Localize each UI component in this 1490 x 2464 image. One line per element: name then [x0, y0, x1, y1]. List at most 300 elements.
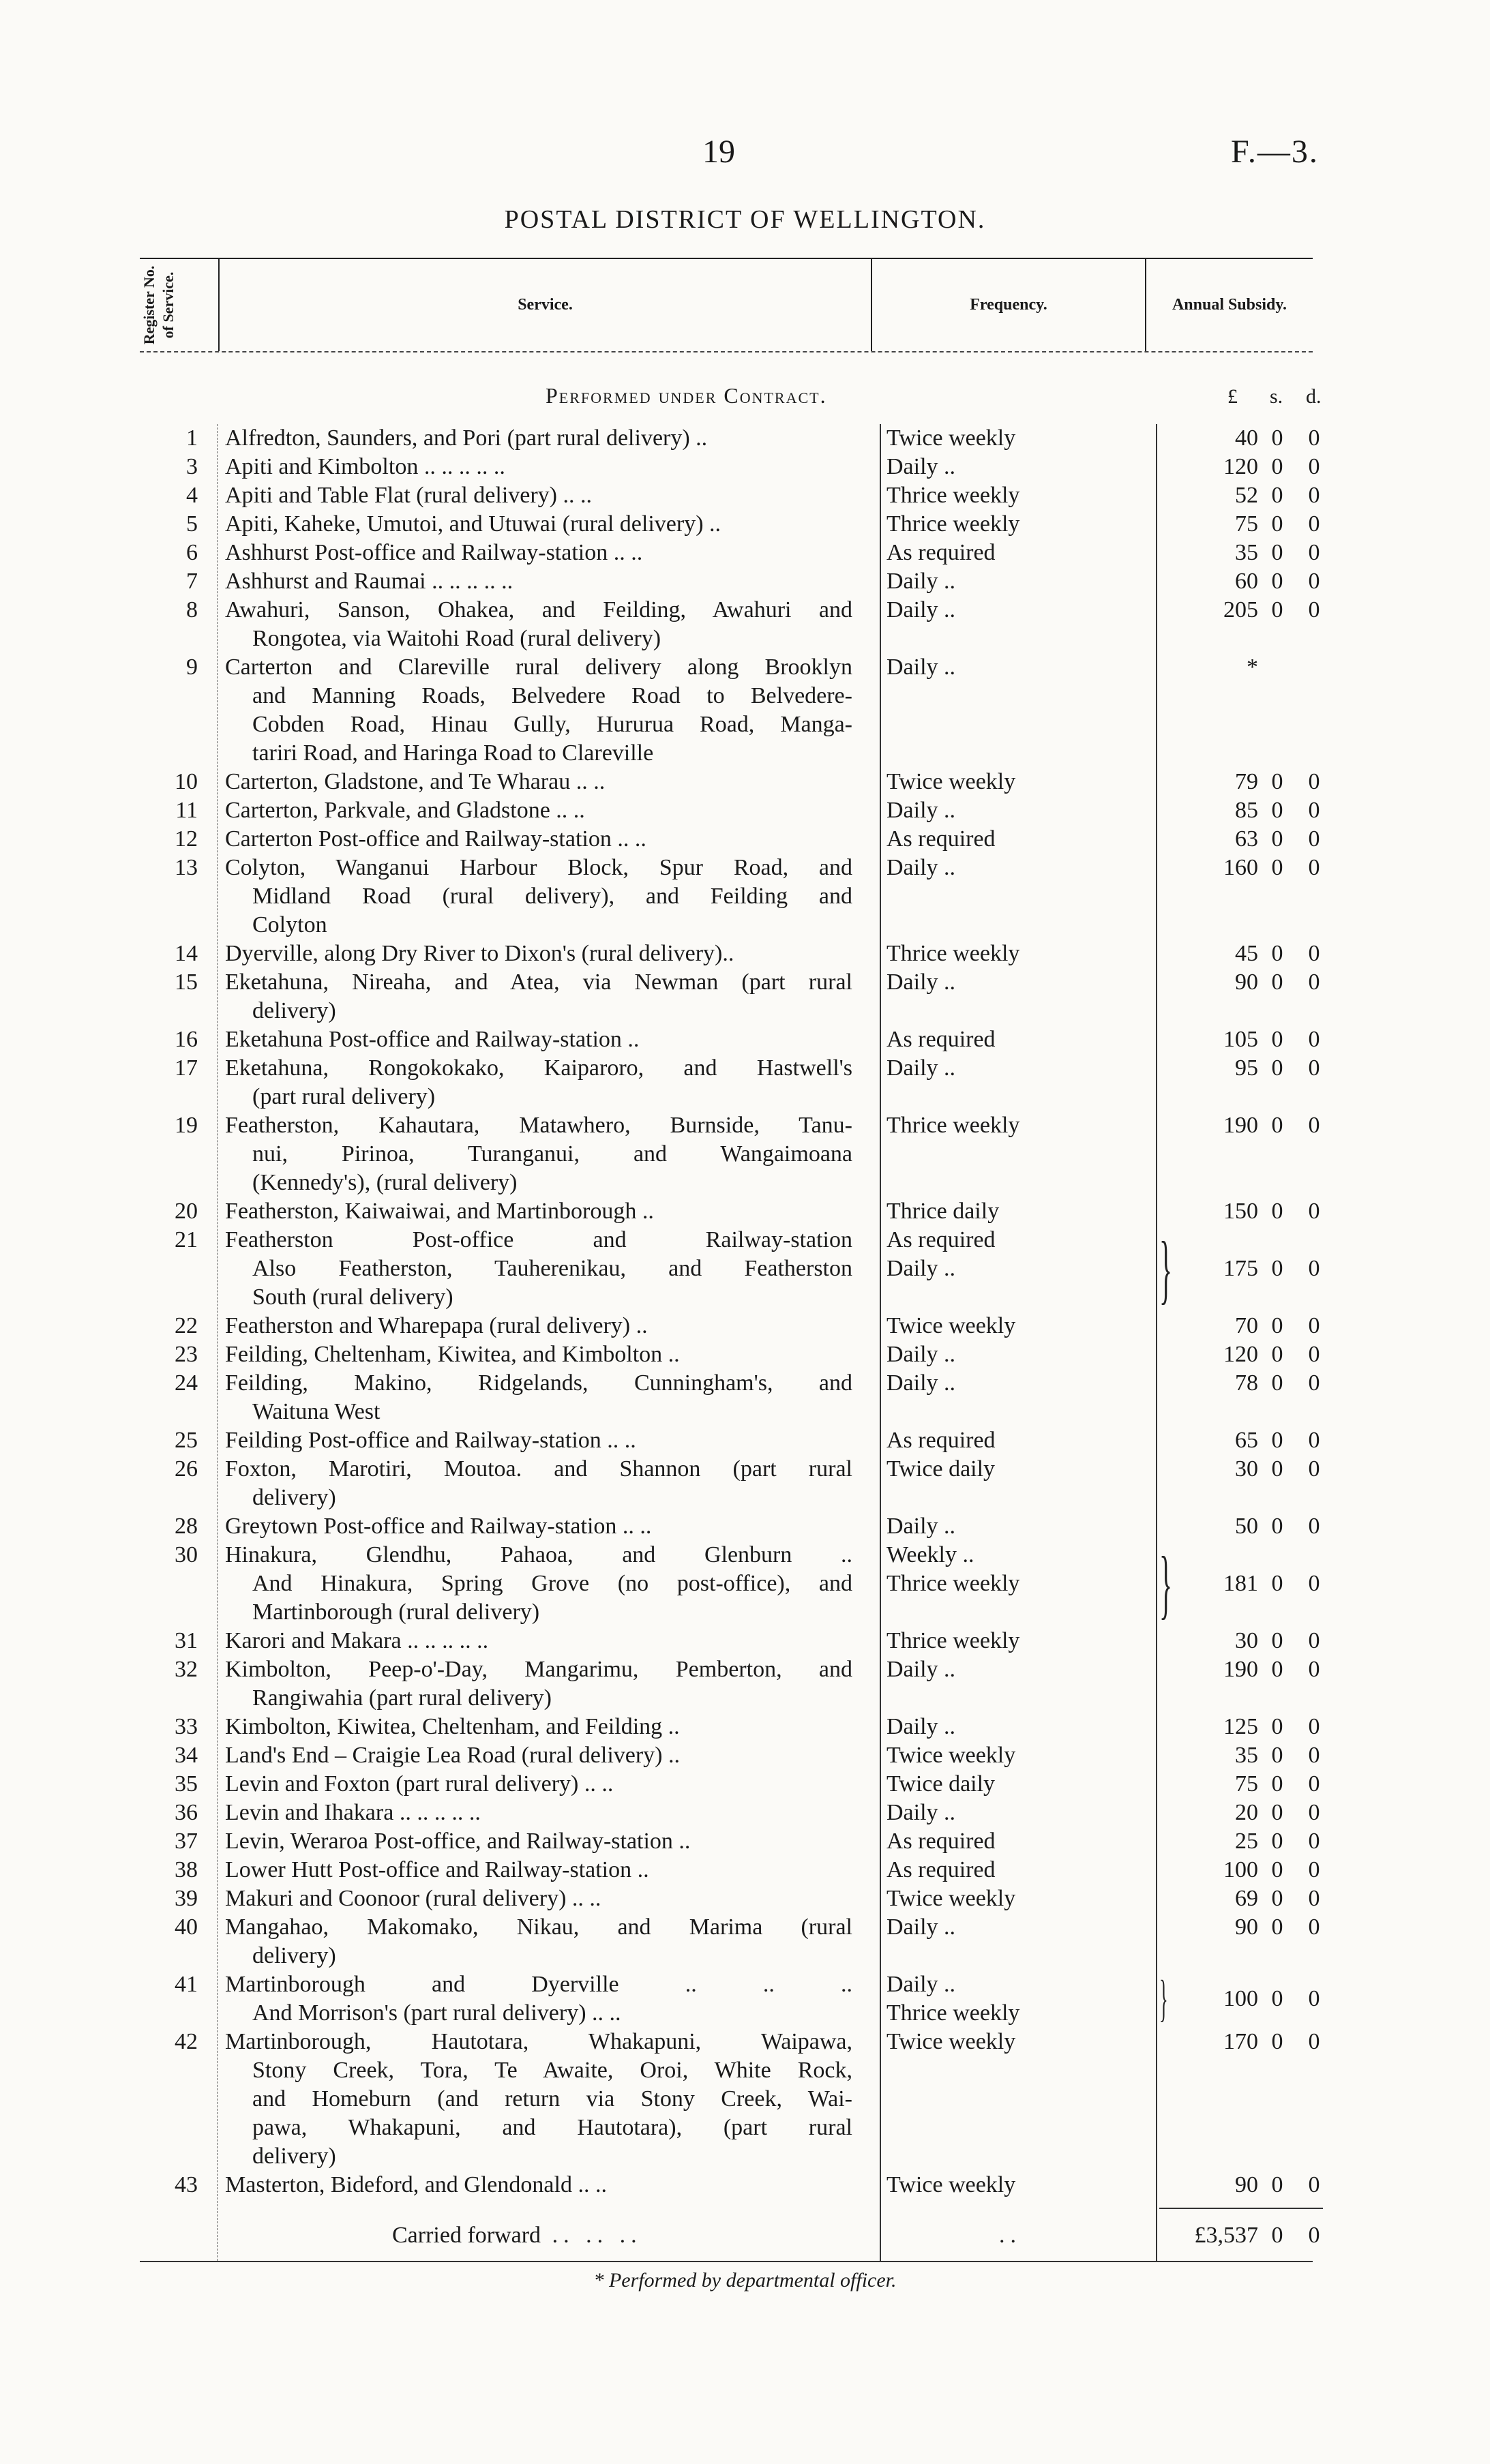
service-description [225, 825, 852, 854]
frequency-line: As required [886, 540, 996, 565]
frequency [886, 510, 1146, 539]
subsidy-pence: 0 [1308, 1571, 1320, 1596]
service-line: Land's End – Craigie Lea Road (rural delivery) .. [225, 1743, 681, 1768]
register-number: 30 [175, 1542, 198, 1567]
service-description [225, 510, 852, 539]
brace-icon: } [1159, 1970, 1168, 2027]
frequency-line: Thrice daily [886, 1199, 1000, 1224]
table-row [0, 2171, 1490, 2199]
frequency [886, 854, 1146, 882]
subsidy-shillings: 0 [1271, 2172, 1283, 2197]
frequency-line: Daily .. [886, 1370, 956, 1396]
subsidy-pounds: 25 [1235, 1829, 1258, 1854]
frequency [886, 968, 1146, 997]
register-number: 42 [175, 2029, 198, 2054]
service-line: Featherston, Kaiwaiwai, and Martinborough .. [225, 1199, 654, 1224]
subsidy-pence: 0 [1308, 454, 1320, 479]
table-row [0, 1111, 1490, 1197]
frequency-line: Thrice weekly [886, 1113, 1020, 1138]
subsidy-pence: 0 [1308, 425, 1320, 451]
carried-forward-shillings: 0 [1271, 2223, 1283, 2248]
service-line: Rangiwahia (part rural delivery) [252, 1685, 552, 1711]
frequency-line: Daily .. [886, 454, 956, 479]
service-line: Eketahuna, Rongokokako, Kaiparoro, and Hastwell's [225, 1055, 852, 1081]
subsidy-pence: 0 [1308, 970, 1320, 995]
register-number: 13 [175, 855, 198, 880]
subsidy-pounds: 65 [1235, 1428, 1258, 1453]
subsidy-pounds: 105 [1223, 1027, 1258, 1052]
subsidy-pence: 0 [1308, 1914, 1320, 1940]
subsidy-pence: 0 [1308, 798, 1320, 823]
register-number: 19 [175, 1113, 198, 1138]
subsidy-pence: 0 [1308, 941, 1320, 966]
subsidy-shillings: 0 [1271, 1571, 1283, 1596]
service-description [225, 768, 852, 796]
service-line: Martinborough, Hautotara, Whakapuni, Waipawa, [225, 2029, 852, 2054]
service-line: Carterton, Gladstone, and Te Wharau .. .. [225, 769, 606, 794]
table-row [0, 1197, 1490, 1226]
service-line: Eketahuna, Nireaha, and Atea, via Newman (part rural [225, 970, 852, 995]
service-line: Dyerville, along Dry River to Dixon's (rural delivery).. [225, 941, 734, 966]
service-line: delivery) [252, 1943, 336, 1968]
service-line: Apiti, Kaheke, Umutoi, and Utuwai (rural delivery) .. [225, 511, 721, 537]
subsidy-pounds: 100 [1223, 1857, 1258, 1882]
table-row [0, 1455, 1490, 1512]
subsidy-pounds: 78 [1235, 1370, 1258, 1396]
service-description [225, 653, 852, 768]
service-description [225, 1856, 852, 1884]
service-description [225, 539, 852, 567]
service-description [225, 596, 852, 653]
subsidy-shillings: 0 [1271, 569, 1283, 594]
frequency-line: Daily .. [886, 855, 956, 880]
table-row [0, 768, 1490, 796]
subsidy-pence: 0 [1308, 1771, 1320, 1797]
subsidy-pence: 0 [1308, 826, 1320, 852]
table-row [0, 1713, 1490, 1741]
register-number: 25 [175, 1428, 198, 1453]
document-code: F.—3. [1231, 134, 1319, 170]
page-number: 19 [702, 134, 735, 170]
subsidy-pence: 0 [1308, 1456, 1320, 1482]
frequency [886, 1426, 1146, 1455]
service-line: Waituna West [252, 1399, 381, 1424]
subsidy-shillings: 0 [1271, 1313, 1283, 1338]
register-number: 26 [175, 1456, 198, 1482]
frequency-line: As required [886, 826, 996, 852]
service-line: Feilding, Cheltenham, Kiwitea, and Kimbolton .. [225, 1342, 680, 1367]
carried-forward-pounds: £3,537 [1194, 2223, 1258, 2248]
frequency [886, 596, 1146, 625]
service-description [225, 1884, 852, 1913]
subsidy-pence: 0 [1308, 1113, 1320, 1138]
service-description [225, 1541, 852, 1627]
subsidy-shillings: 0 [1271, 1514, 1283, 1539]
subsidy-pence: 0 [1308, 1857, 1320, 1882]
subsidy-pounds: 90 [1235, 1914, 1258, 1940]
service-description [225, 940, 852, 968]
register-number: 31 [175, 1628, 198, 1653]
frequency [886, 567, 1146, 596]
subsidy-pounds: 35 [1235, 540, 1258, 565]
frequency-line: Twice weekly [886, 1313, 1016, 1338]
column-rule-service [880, 424, 881, 2261]
brace-icon: } [1159, 1226, 1173, 1312]
table-row [0, 539, 1490, 567]
service-line: Featherston and Wharepapa (rural delivery) .. [225, 1313, 648, 1338]
frequency-line: Twice daily [886, 1456, 996, 1482]
frequency [886, 539, 1146, 567]
subsidy-pence: 0 [1308, 1256, 1320, 1281]
frequency [886, 825, 1146, 854]
table-row [0, 1655, 1490, 1713]
frequency-line: Daily .. [886, 655, 956, 680]
service-description [225, 567, 852, 596]
subsidy-pence: 0 [1308, 1055, 1320, 1081]
subsidy-pence: 0 [1308, 1829, 1320, 1854]
subsidy-shillings: 0 [1271, 1986, 1283, 2011]
subsidy-pence: 0 [1308, 1514, 1320, 1539]
register-number: 33 [175, 1714, 198, 1739]
subsidy-shillings: 0 [1271, 1657, 1283, 1682]
table-row [0, 653, 1490, 768]
table-row [0, 1827, 1490, 1856]
subsidy-pence: 0 [1308, 1628, 1320, 1653]
frequency [886, 1197, 1146, 1226]
table-row [0, 968, 1490, 1025]
table-row [0, 1856, 1490, 1884]
service-description [225, 1713, 852, 1741]
frequency-line: Thrice weekly [886, 941, 1020, 966]
table-row [0, 453, 1490, 481]
register-number: 28 [175, 1514, 198, 1539]
subsidy-pounds: 100 [1223, 1986, 1258, 2011]
subsidy-pence: 0 [1308, 1342, 1320, 1367]
subsidy-shillings: 0 [1271, 1428, 1283, 1453]
subsidy-shillings: 0 [1271, 1743, 1283, 1768]
service-description [225, 1512, 852, 1541]
frequency-line: Twice weekly [886, 2029, 1016, 2054]
register-number: 38 [175, 1857, 198, 1882]
subsidy-pounds: 175 [1223, 1256, 1258, 1281]
subsidy-pounds: 30 [1235, 1628, 1258, 1653]
frequency-line: Thrice weekly [886, 511, 1020, 537]
register-number: 37 [175, 1829, 198, 1854]
register-number: 4 [186, 483, 198, 508]
service-line: Mangahao, Makomako, Nikau, and Marima (rural [225, 1914, 852, 1940]
subsidy-pounds: 70 [1235, 1313, 1258, 1338]
table-row [0, 1312, 1490, 1340]
total-rule [1159, 2208, 1323, 2209]
table-row [0, 1913, 1490, 1970]
register-number: 24 [175, 1370, 198, 1396]
service-line: Levin and Ihakara .. .. .. .. .. [225, 1800, 481, 1825]
service-line: Colyton [252, 912, 327, 937]
table-row [0, 481, 1490, 510]
subsidy-pounds: 190 [1223, 1113, 1258, 1138]
frequency-line: As required [886, 1857, 996, 1882]
subsidy-pence: 0 [1308, 1886, 1320, 1911]
service-description [225, 1741, 852, 1770]
subsidy-pence: 0 [1308, 1714, 1320, 1739]
subsidy-shillings: 0 [1271, 1886, 1283, 1911]
frequency [886, 653, 1146, 682]
frequency-line: Twice weekly [886, 1743, 1016, 1768]
subsidy-pounds: 170 [1223, 2029, 1258, 2054]
subsidy-pence: 0 [1308, 1370, 1320, 1396]
frequency [886, 453, 1146, 481]
table-row [0, 424, 1490, 453]
subsidy-pence: 0 [1308, 569, 1320, 594]
subsidy-pounds: 30 [1235, 1456, 1258, 1482]
frequency-line: Daily .. [886, 798, 956, 823]
column-rule-frequency [1156, 424, 1157, 2261]
subsidy-pounds: 40 [1235, 425, 1258, 451]
frequency [886, 1655, 1146, 1684]
subsidy-shillings: 0 [1271, 1714, 1283, 1739]
subsidy-pence: 0 [1308, 2029, 1320, 2054]
service-line: Kimbolton, Peep-o'-Day, Mangarimu, Pemberton, and [225, 1657, 852, 1682]
frequency-line: Daily .. [886, 1055, 956, 1081]
table-row [0, 1340, 1490, 1369]
subsidy-shillings: 0 [1271, 826, 1283, 852]
column-header-register: Register No. of Service. [140, 259, 220, 351]
subsidy-pence: 0 [1308, 855, 1320, 880]
table-row [0, 1512, 1490, 1541]
service-line: pawa, Whakapuni, and Hautotara), (part rural [252, 2115, 852, 2140]
service-line: delivery) [252, 998, 336, 1023]
subsidy-pence: 0 [1308, 2172, 1320, 2197]
register-number: 41 [175, 1972, 198, 1997]
frequency [886, 940, 1146, 968]
register-number: 7 [186, 569, 198, 594]
brace-icon: } [1159, 1541, 1173, 1627]
subsidy-pounds: 50 [1235, 1514, 1258, 1539]
service-description [225, 1111, 852, 1197]
subsidy-pence: 0 [1308, 769, 1320, 794]
service-line: Martinborough (rural delivery) [252, 1599, 540, 1625]
service-line: Martinborough and Dyerville .. .. .. [225, 1972, 852, 1997]
service-line: Apiti and Kimbolton .. .. .. .. .. [225, 454, 505, 479]
bottom-rule [140, 2261, 1313, 2262]
subsidy-pounds: 90 [1235, 970, 1258, 995]
subsidy-shillings: 0 [1271, 540, 1283, 565]
frequency-line: Twice daily [886, 1771, 996, 1797]
frequency [886, 796, 1146, 825]
subsidy-pounds: 75 [1235, 511, 1258, 537]
subsidy-shillings: 0 [1271, 1914, 1283, 1940]
service-line: Carterton, Parkvale, and Gladstone .. .. [225, 798, 585, 823]
frequency [886, 1713, 1146, 1741]
carried-forward-pence: 0 [1308, 2223, 1320, 2248]
subsidy-shillings: 0 [1271, 970, 1283, 995]
frequency-line: Daily .. [886, 1972, 956, 1997]
service-description [225, 1799, 852, 1827]
service-description [225, 854, 852, 940]
service-line: South (rural delivery) [252, 1284, 453, 1310]
subsidy-pounds: 69 [1235, 1886, 1258, 1911]
service-description [225, 1054, 852, 1111]
frequency-line: Weekly .. [886, 1542, 974, 1567]
service-line: Feilding Post-office and Railway-station .. .. [225, 1428, 636, 1453]
frequency [886, 1827, 1146, 1856]
frequency [886, 1226, 1146, 1283]
subsidy-pounds: 95 [1235, 1055, 1258, 1081]
register-number: 35 [175, 1771, 198, 1797]
subsidy-shillings: 0 [1271, 1829, 1283, 1854]
service-line: (part rural delivery) [252, 1084, 436, 1109]
subsidy-pence: 0 [1308, 597, 1320, 622]
frequency [886, 1312, 1146, 1340]
subsidy-shillings: 0 [1271, 941, 1283, 966]
register-number: 14 [175, 941, 198, 966]
frequency-line: Daily .. [886, 1800, 956, 1825]
subsidy-shillings: 0 [1271, 1027, 1283, 1052]
service-line: Greytown Post-office and Railway-station .. .. [225, 1514, 652, 1539]
service-description [225, 453, 852, 481]
subsidy-shillings: 0 [1271, 1628, 1283, 1653]
service-line: Ashhurst and Raumai .. .. .. .. .. [225, 569, 513, 594]
subsidy-pence: 0 [1308, 1657, 1320, 1682]
service-line: Ashhurst Post-office and Railway-station .. .. [225, 540, 643, 565]
subsidy-shillings: 0 [1271, 1370, 1283, 1396]
service-description [225, 1455, 852, 1512]
subsidy-pounds: 120 [1223, 454, 1258, 479]
table-row [0, 1025, 1490, 1054]
subsidy-pence: 0 [1308, 1428, 1320, 1453]
table-row [0, 1884, 1490, 1913]
table-row [0, 1627, 1490, 1655]
service-description [225, 1226, 852, 1312]
service-line: Feilding, Makino, Ridgelands, Cunningham's, and [225, 1370, 852, 1396]
service-description [225, 1426, 852, 1455]
service-line: Also Featherston, Tauherenikau, and Featherston [252, 1256, 852, 1281]
service-line: Colyton, Wanganui Harbour Block, Spur Road, and [225, 855, 852, 880]
unit-pence: d. [1306, 385, 1322, 408]
register-number: 9 [186, 655, 198, 680]
register-number: 11 [175, 798, 198, 823]
subsidy-pence: 0 [1308, 1986, 1320, 2011]
frequency [886, 1913, 1146, 1942]
frequency [886, 2171, 1146, 2199]
frequency [886, 1770, 1146, 1799]
service-line: and Manning Roads, Belvedere Road to Belvedere- [252, 683, 852, 708]
service-line: Midland Road (rural delivery), and Feilding and [252, 884, 852, 909]
service-description [225, 1655, 852, 1713]
frequency [886, 1541, 1146, 1598]
register-number: 1 [186, 425, 198, 451]
service-description [225, 796, 852, 825]
subsidy-pounds: * [1247, 655, 1258, 680]
service-description [225, 1312, 852, 1340]
register-number: 22 [175, 1313, 198, 1338]
register-number: 23 [175, 1342, 198, 1367]
frequency-line: As required [886, 1428, 996, 1453]
service-line: Carterton and Clareville rural delivery along Brooklyn [225, 655, 852, 680]
table-row [0, 1970, 1490, 2028]
subsidy-pounds: 85 [1235, 798, 1258, 823]
table-row [0, 1226, 1490, 1312]
service-line: And Hinakura, Spring Grove (no post-office), and [252, 1571, 852, 1596]
table-row [0, 940, 1490, 968]
subsidy-pounds: 79 [1235, 769, 1258, 794]
subsidy-pence: 0 [1308, 1800, 1320, 1825]
frequency [886, 1369, 1146, 1398]
service-description [225, 1827, 852, 1856]
service-description [225, 1770, 852, 1799]
subsidy-shillings: 0 [1271, 769, 1283, 794]
frequency-line: Thrice weekly [886, 1628, 1020, 1653]
frequency-line: Daily .. [886, 1514, 956, 1539]
service-line: Karori and Makara .. .. .. .. .. [225, 1628, 489, 1653]
service-line: Carterton Post-office and Railway-station .. .. [225, 826, 646, 852]
frequency-line: Daily .. [886, 1256, 956, 1281]
service-description [225, 1369, 852, 1426]
service-line: (Kennedy's), (rural delivery) [252, 1170, 518, 1195]
subsidy-shillings: 0 [1271, 425, 1283, 451]
service-description [225, 481, 852, 510]
service-line: Cobden Road, Hinau Gully, Hururua Road, Manga- [252, 712, 852, 737]
service-description [225, 1197, 852, 1226]
subsidy-pounds: 52 [1235, 483, 1258, 508]
service-description [225, 1025, 852, 1054]
frequency-line: Twice weekly [886, 2172, 1016, 2197]
subsidy-pounds: 75 [1235, 1771, 1258, 1797]
subsidy-shillings: 0 [1271, 1800, 1283, 1825]
frequency-line: Daily .. [886, 569, 956, 594]
register-number: 40 [175, 1914, 198, 1940]
frequency-line: Daily .. [886, 1714, 956, 1739]
frequency-line: Thrice weekly [886, 1571, 1020, 1596]
table-row [0, 854, 1490, 940]
service-description [225, 1913, 852, 1970]
table-row [0, 596, 1490, 653]
subsidy-shillings: 0 [1271, 2029, 1283, 2054]
service-line: Levin, Weraroa Post-office, and Railway-station .. [225, 1829, 691, 1854]
subsidy-pounds: 90 [1235, 2172, 1258, 2197]
register-number: 5 [186, 511, 198, 537]
frequency-line: Daily .. [886, 1657, 956, 1682]
subsidy-pounds: 160 [1223, 855, 1258, 880]
service-line: Lower Hutt Post-office and Railway-station .. [225, 1857, 649, 1882]
subsidy-pounds: 20 [1235, 1800, 1258, 1825]
service-line: Levin and Foxton (part rural delivery) .. .. [225, 1771, 614, 1797]
subsidy-pence: 0 [1308, 1199, 1320, 1224]
table-row [0, 796, 1490, 825]
table-row [0, 510, 1490, 539]
footnote: * Performed by departmental officer. [593, 2269, 897, 2292]
register-number: 12 [175, 826, 198, 852]
subsidy-shillings: 0 [1271, 1199, 1283, 1224]
service-line: Rongotea, via Waitohi Road (rural delivery) [252, 626, 661, 651]
subsidy-pounds: 45 [1235, 941, 1258, 966]
frequency [886, 1054, 1146, 1083]
frequency [886, 1884, 1146, 1913]
subsidy-pounds: 120 [1223, 1342, 1258, 1367]
table-row [0, 1541, 1490, 1627]
frequency-line: As required [886, 1829, 996, 1854]
subsidy-pence: 0 [1308, 483, 1320, 508]
service-line: Makuri and Coonoor (rural delivery) .. .. [225, 1886, 601, 1911]
subsidy-pence: 0 [1308, 1743, 1320, 1768]
subsidy-pounds: 125 [1223, 1714, 1258, 1739]
service-line: Featherston, Kahautara, Matawhero, Burnside, Tanu- [225, 1113, 852, 1138]
frequency-line: Twice weekly [886, 769, 1016, 794]
register-number: 6 [186, 540, 198, 565]
frequency [886, 1856, 1146, 1884]
subsidy-shillings: 0 [1271, 483, 1283, 508]
column-header-frequency: Frequency. [872, 259, 1146, 351]
